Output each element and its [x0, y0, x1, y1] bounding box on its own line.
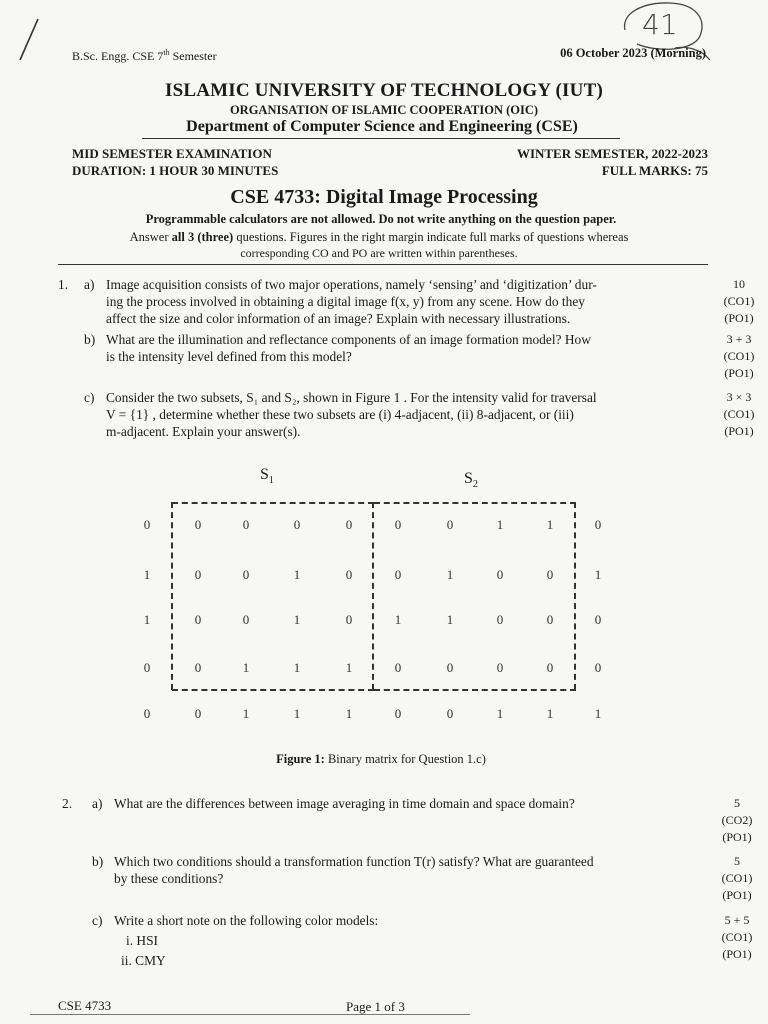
matrix-cell: 0	[546, 612, 554, 627]
q2c-marks: 5 + 5 (CO1) (PO1)	[721, 913, 753, 961]
handwritten-slash	[14, 16, 44, 66]
matrix-cell: 0	[194, 567, 202, 582]
q1a-label: a)	[84, 277, 95, 292]
matrix-cell: 0	[496, 660, 504, 675]
matrix-cell: 1	[446, 567, 454, 582]
handwritten-score: 41	[642, 8, 678, 41]
s1-box-right	[372, 502, 374, 690]
s1-box-bottom	[172, 689, 374, 691]
matrix-cell: 0	[394, 706, 402, 721]
matrix-cell: 0	[194, 660, 202, 675]
semester-label: B.Sc. Engg. CSE 7th Semester	[72, 48, 217, 63]
footer-course: CSE 4733	[58, 998, 112, 1013]
q1c-label: c)	[84, 390, 95, 405]
matrix-cell: 0	[496, 612, 504, 627]
instruction-answer: Answer all 3 (three) questions. Figures in the right margin indicate full marks of questions whereas	[129, 230, 629, 244]
matrix-cell: 0	[143, 660, 151, 675]
q1b-label: b)	[84, 332, 96, 347]
instruction-co-po: corresponding CO and PO are written within parentheses.	[240, 246, 518, 260]
course-title: CSE 4733: Digital Image Processing	[230, 186, 538, 208]
matrix-cell: 0	[194, 706, 202, 721]
matrix-cell: 0	[594, 612, 602, 627]
s2-box-bottom	[374, 689, 576, 691]
s2-box-top	[374, 502, 576, 504]
matrix-cell: 1	[143, 567, 151, 582]
matrix-cell: 0	[194, 612, 202, 627]
matrix-cell: 0	[446, 706, 454, 721]
q1a-marks: 10 (CO1) (PO1)	[723, 277, 755, 325]
matrix-cell: 0	[345, 612, 353, 627]
matrix-cell: 0	[242, 517, 250, 532]
matrix-cell: 0	[394, 660, 402, 675]
exam-term: WINTER SEMESTER, 2022-2023	[516, 146, 708, 161]
color-model-hsi: i. HSI	[126, 933, 158, 948]
s1-box-left	[171, 502, 173, 690]
color-model-cmy: ii. CMY	[121, 953, 166, 968]
matrix-cell: 0	[594, 660, 602, 675]
q2-number: 2.	[62, 796, 73, 811]
matrix-cell: 1	[293, 706, 301, 721]
q2b-marks: 5 (CO1) (PO1)	[721, 854, 753, 902]
q1b-text: What are the illumination and reflectance components of an image formation model? How is the intensity level defined from this model?	[106, 332, 591, 364]
figure-caption: Figure 1: Binary matrix for Question 1.c)	[276, 752, 486, 766]
matrix-cell: 0	[293, 517, 301, 532]
q2c-text: Write a short note on the following color models: i. HSI ii. CMY	[114, 912, 674, 969]
matrix-cell: 1	[293, 612, 301, 627]
matrix-cell: 0	[394, 517, 402, 532]
matrix-cell: 0	[143, 517, 151, 532]
subset-s1-label: $S_1$	[260, 466, 274, 487]
title-underline	[142, 138, 620, 139]
exam-date: 06 October 2023 (Morning)	[560, 46, 706, 60]
matrix-cell: 1	[496, 706, 504, 721]
university-title: ISLAMIC UNIVERSITY OF TECHNOLOGY (IUT)	[165, 80, 603, 101]
matrix-cell: 1	[446, 612, 454, 627]
instructions-rule	[58, 264, 708, 265]
matrix-cell: 1	[293, 567, 301, 582]
subset-s2-label: $S_2$	[464, 470, 478, 491]
footer-rule	[30, 1014, 470, 1015]
matrix-cell: 1	[496, 517, 504, 532]
matrix-cell: 0	[194, 517, 202, 532]
s1-box-top	[172, 502, 374, 504]
matrix-cell: 0	[496, 567, 504, 582]
matrix-cell: 0	[446, 517, 454, 532]
q1c-marks: 3 × 3 (CO1) (PO1)	[723, 390, 755, 438]
matrix-cell: 0	[546, 567, 554, 582]
matrix-cell: 0	[594, 517, 602, 532]
matrix-cell: 1	[594, 706, 602, 721]
q2b-label: b)	[92, 854, 104, 869]
q2a-label: a)	[92, 796, 103, 811]
q1c-text: Consider the two subsets, S₁ and S₂, shown in Figure 1 . For the intensity valid for traversal V = {1} , determine whether these two subsets are (i) 4-adjacent, (ii) 8-adjacent, or (iii) m-adjacent. Explain your answer(s).	[106, 390, 597, 439]
matrix-cell: 1	[143, 612, 151, 627]
full-marks: FULL MARKS: 75	[601, 163, 708, 178]
matrix-cell: 0	[345, 517, 353, 532]
exam-duration: DURATION: 1 HOUR 30 MINUTES	[72, 163, 279, 178]
q1-number: 1.	[58, 277, 69, 292]
matrix-cell: 1	[345, 706, 353, 721]
q1a-text: Image acquisition consists of two major operations, namely ‘sensing’ and ‘digitization’ dur- ing the process involved in obtaining a digital image f(x, y) from any scene. How do they affect the size and color information of an image? Explain with necessary illustrations.	[106, 277, 597, 326]
s2-box-right	[574, 502, 576, 690]
footer-page: Page 1 of 3	[346, 999, 405, 1014]
q1b-marks: 3 + 3 (CO1) (PO1)	[723, 332, 755, 380]
matrix-cell: 1	[546, 517, 554, 532]
matrix-cell: 0	[446, 660, 454, 675]
q2b-text: Which two conditions should a transformation function T(r) satisfy? What are guaranteed by these conditions?	[114, 854, 594, 886]
matrix-cell: 1	[594, 567, 602, 582]
matrix-cell: 1	[293, 660, 301, 675]
department-title: Department of Computer Science and Engineering (CSE)	[186, 118, 578, 135]
matrix-cell: 0	[546, 660, 554, 675]
instruction-calculators: Programmable calculators are not allowed. Do not write anything on the question paper.	[145, 212, 617, 226]
matrix-cell: 0	[242, 612, 250, 627]
matrix-cell: 0	[143, 706, 151, 721]
q2a-marks: 5 (CO2) (PO1)	[721, 796, 753, 844]
q2c-label: c)	[92, 913, 103, 928]
matrix-cell: 0	[394, 567, 402, 582]
matrix-cell: 1	[242, 706, 250, 721]
organisation-subtitle: ORGANISATION OF ISLAMIC COOPERATION (OIC)	[229, 103, 539, 117]
matrix-cell: 1	[394, 612, 402, 627]
q2a-text: What are the differences between image averaging in time domain and space domain?	[114, 796, 575, 811]
matrix-cell: 0	[345, 567, 353, 582]
matrix-cell: 1	[242, 660, 250, 675]
exam-name: MID SEMESTER EXAMINATION	[72, 146, 272, 161]
matrix-cell: 0	[242, 567, 250, 582]
matrix-cell: 1	[345, 660, 353, 675]
matrix-cell: 1	[546, 706, 554, 721]
